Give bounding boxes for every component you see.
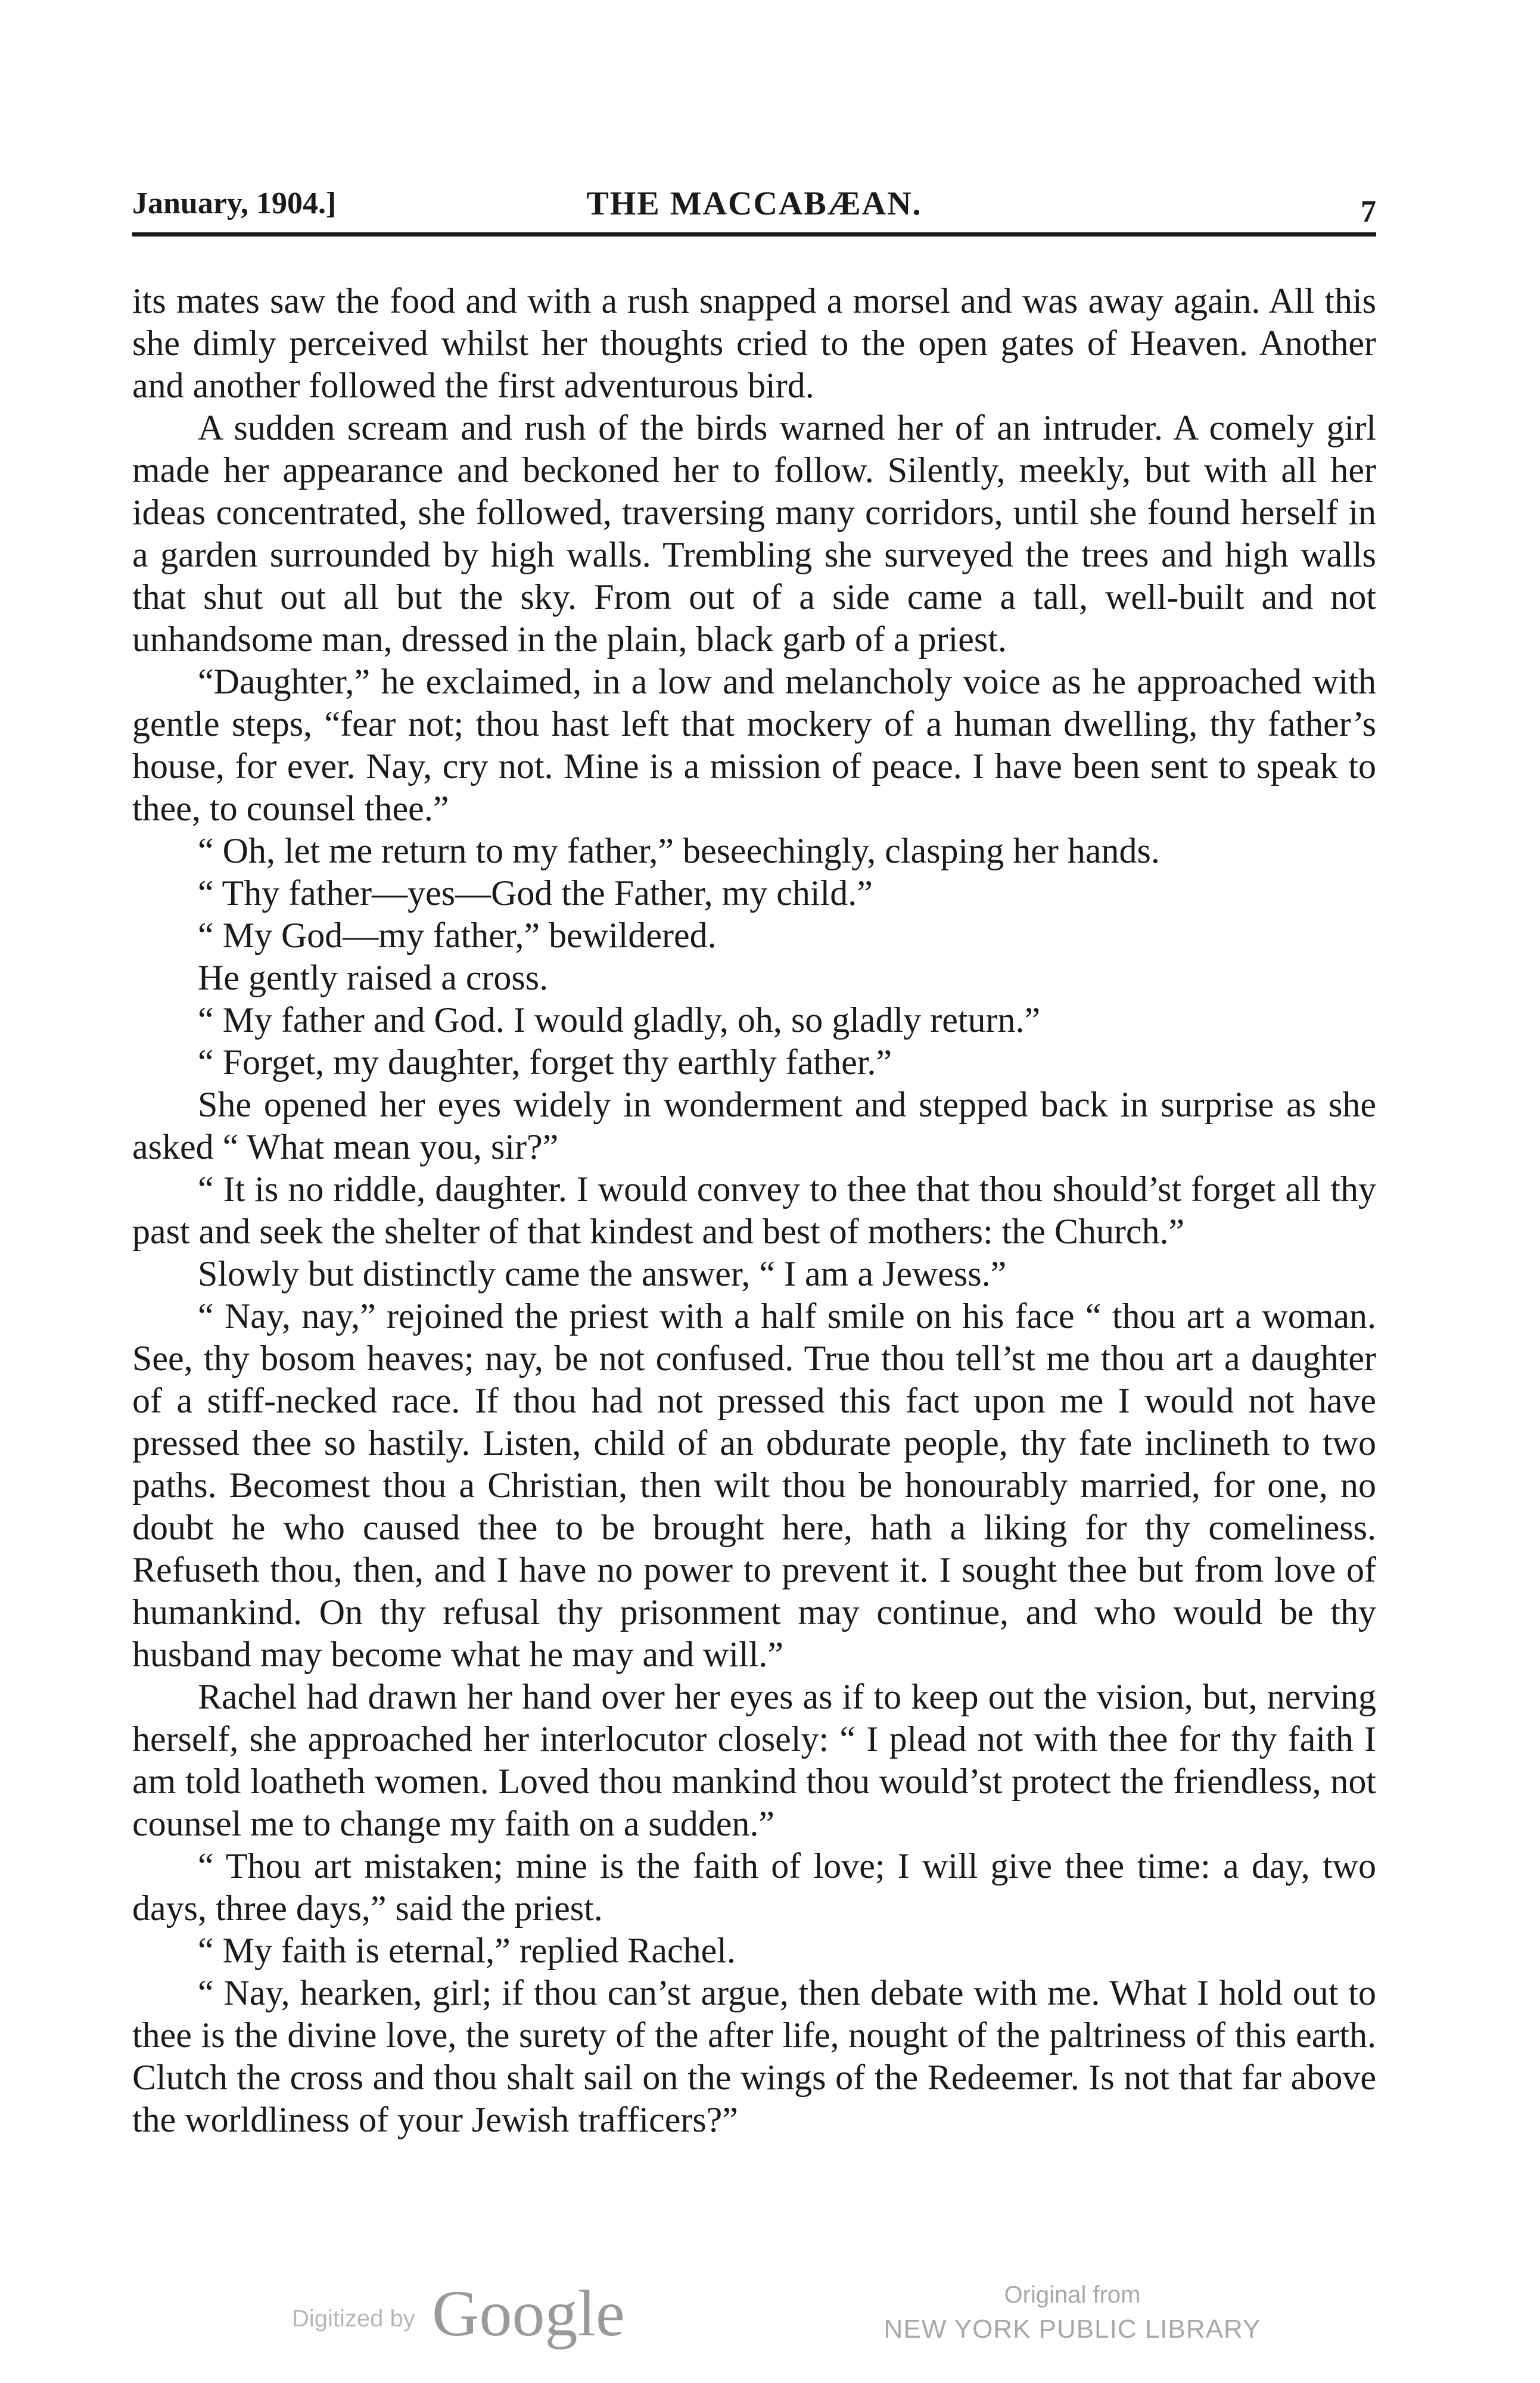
- paragraph: “ Nay, hearken, girl; if thou can’st argue, then debate with me. What I hold out to thee is the divine love, the surety of the after life, nought of the paltriness of this earth. Clutch the cross and thou shalt sail on the wings of the Redeemer. Is not that far above the worldliness of your Jewish trafficers?”: [132, 1973, 1376, 2139]
- paragraph: She opened her eyes widely in wonderment and stepped back in surprise as she asked “ What mean you, sir?”: [132, 1085, 1376, 1166]
- library-label: NEW YORK PUBLIC LIBRARY: [883, 2314, 1261, 2344]
- paragraph: “ Thou art mistaken; mine is the faith of love; I will give thee time: a day, two days, three days,” said the priest.: [132, 1846, 1376, 1928]
- paragraph: “ Nay, nay,” rejoined the priest with a half smile on his face “ thou art a woman. See, thy bosom heaves; nay, be not confused. True thou tell’st me thou art a daughter of a stiff-necked race. If thou had not pressed this fact upon me I would not have pressed thee so hastily. Listen, child of an obdurate people, thy fate inclineth to two paths. Becomest thou a Christian, then wilt thou be honourably married, for one, no doubt he who caused thee to be brought here, hath a liking for thy comeliness. Refuseth thou, then, and I have no power to prevent it. I sought thee but from love of humankind. On thy refusal thy prisonment may continue, and who would be thy husband may become what he may and will.”: [132, 1296, 1376, 1674]
- paragraph: “ My faith is eternal,” replied Rachel.: [198, 1931, 736, 1970]
- paragraph: “ Forget, my daughter, forget thy earthly father.”: [198, 1043, 892, 1082]
- paragraph: its mates saw the food and with a rush snapped a morsel and was away again. All this she dimly perceived whilst her thoughts cried to the open gates of Heaven. Another and another followed the first adventurous bird.: [132, 281, 1376, 405]
- paragraph: “Daughter,” he exclaimed, in a low and melancholy voice as he approached with gentle steps, “fear not; thou hast left that mockery of a human dwelling, thy father’s house, for ever. Nay, cry not. Mine is a mission of peace. I have been sent to speak to thee, to counsel thee.”: [132, 662, 1376, 828]
- paragraph: “ Oh, let me return to my father,” beseechingly, clasping her hands.: [198, 831, 1160, 870]
- original-from-label: Original from: [1004, 2282, 1141, 2308]
- digitization-footer: [0, 2264, 1540, 2383]
- paragraph: “ My God—my father,” bewildered.: [198, 916, 717, 955]
- page-number: 7: [1361, 195, 1376, 229]
- paragraph: A sudden scream and rush of the birds warned her of an intruder. A comely girl made her appearance and beckoned her to follow. Silently, meekly, but with all her ideas concentrated, she followed, traversing many corridors, until she found herself in a garden surrounded by high walls. Trembling she surveyed the trees and high walls that shut out all but the sky. From out of a side came a tall, well-built and not unhandsome man, dressed in the plain, black garb of a priest.: [132, 408, 1376, 659]
- paragraph: He gently raised a cross.: [198, 958, 549, 997]
- paragraph: “ My father and God. I would gladly, oh, so gladly return.”: [198, 1000, 1041, 1040]
- google-logo: Google: [432, 2277, 625, 2350]
- digitized-by-label: Digitized by: [292, 2306, 415, 2332]
- header-date: January, 1904.]: [132, 186, 337, 220]
- paragraph: “ It is no riddle, daughter. I would convey to thee that thou should’st forget all thy past and seek the shelter of that kindest and best of mothers: the Church.”: [132, 1169, 1376, 1251]
- body-text: [132, 280, 1376, 2141]
- paragraph: Rachel had drawn her hand over her eyes as if to keep out the vision, but, nerving herself, she approached her interlocutor closely: “ I plead not with thee for thy faith I am told loatheth women. Loved thou mankind thou would’st protect the friendless, not counsel me to change my faith on a sudden.”: [132, 1677, 1376, 1843]
- header-title: THE MACCABÆAN.: [586, 185, 922, 222]
- running-head: [132, 174, 1376, 228]
- header-rule: [132, 232, 1376, 237]
- paragraph: “ Thy father—yes—God the Father, my child.”: [198, 873, 873, 913]
- paragraph: Slowly but distinctly came the answer, “ I am a Jewess.”: [198, 1254, 1007, 1293]
